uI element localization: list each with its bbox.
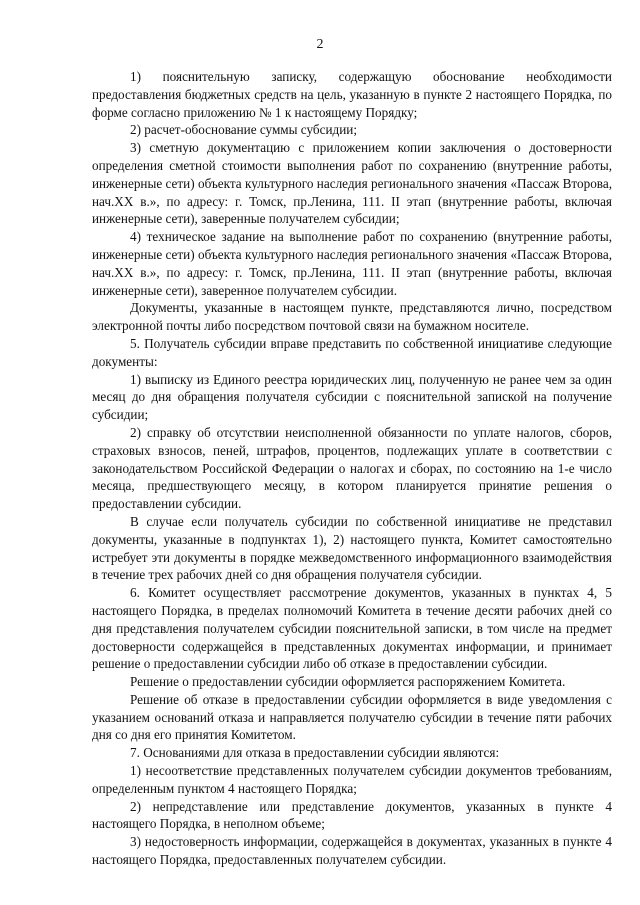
paragraph: 3) недостоверность информации, содержащейся в документах, указанных в пункте 4 настоящего Порядка, предоставленных получателем субсидии.	[92, 834, 612, 868]
paragraph: Решение о предоставлении субсидии оформляется распоряжением Комитета.	[130, 674, 566, 690]
paragraph: 1) пояснительную записку, содержащую обоснование необходимости предоставления бюджетных средств на цель, указанную в пункте 2 настоящего Порядка, по форме согласно приложению № 1 к настоящему Порядку;	[92, 69, 612, 120]
page-number: 2	[316, 37, 324, 52]
paragraph: Решение об отказе в предоставлении субсидии оформляется в виде уведомления с указанием оснований отказа и направляется получателю субсидии в течение пяти рабочих дня со дня его принятия Комитетом.	[92, 691, 612, 743]
paragraph: 2) непредставление или представление документов, указанных в пункте 4 настоящего Порядка, в неполном объеме;	[92, 798, 612, 832]
paragraph: 1) выписку из Единого реестра юридических лиц, полученную не ранее чем за один месяц до дня обращения получателя субсидии с пояснительной запиской на получение субсидии;	[92, 371, 612, 423]
paragraph: В случае если получатель субсидии по собственной инициативе не представил документы, указанные в подпунктах 1), 2) настоящего пункта, Комитет самостоятельно истребует эти документы в порядке межведомственного информационного взаимодействия в течение трех рабочих дней со дня обращения получателя субсидии.	[92, 513, 612, 583]
paragraph: 7. Основаниями для отказа в предоставлении субсидии являются:	[130, 745, 500, 761]
paragraph: 1) несоответствие представленных получателем субсидии документов требованиям, определенным пунктом 4 настоящего Порядка;	[92, 763, 612, 796]
paragraph: 5. Получатель субсидии вправе представить по собственной инициативе следующие документы:	[92, 335, 612, 369]
paragraph: 6. Комитет осуществляет рассмотрение документов, указанных в пунктах 4, 5 настоящего Порядка, в пределах полномочий Комитета в течение десяти рабочих дней со дня представления получателем субсидии пояснительной записки, в том числе на предмет достоверности содержащейся в представленных документах информации, и принимает решение о предоставлении субсидии либо об отказе в предоставлении субсидии.	[92, 585, 612, 672]
paragraph: 2) расчет-обоснование суммы субсидии;	[130, 122, 358, 138]
paragraph: Документы, указанные в настоящем пункте, представляются лично, посредством электронной почты либо посредством почтовой связи на бумажном носителе.	[92, 300, 612, 334]
paragraph: 4) техническое задание на выполнение работ по сохранению (внутренние работы, инженерные сети) объекта культурного наследия регионального значения «Пассаж Второва, нач.XX в.», по адресу: г. Томск, пр.Ленина, 111. II этап (внутренние работы, включая инженерные сети), заверенное получателем субсидии.	[92, 229, 612, 298]
paragraph: 2) справку об отсутствии неисполненной обязанности по уплате налогов, сборов, страховых взносов, пеней, штрафов, процентов, подлежащих уплате в соответствии с законодательством Российской Федерации о налогах и сборах, по состоянию на 1-е число месяца, предшествующего месяцу, в котором планируется принятие решения о предоставлении субсидии.	[92, 424, 612, 512]
paragraph: 3) сметную документацию с приложением копии заключения о достоверности определения сметной стоимости выполнения работ по сохранению (внутренние работы, инженерные сети) объекта культурного наследия регионального значения «Пассаж Второва, нач.XX в.», по адресу: г. Томск, пр.Ленина, 111. II этап (внутренние работы, включая инженерные сети), заверенные получателем субсидии;	[92, 140, 612, 227]
